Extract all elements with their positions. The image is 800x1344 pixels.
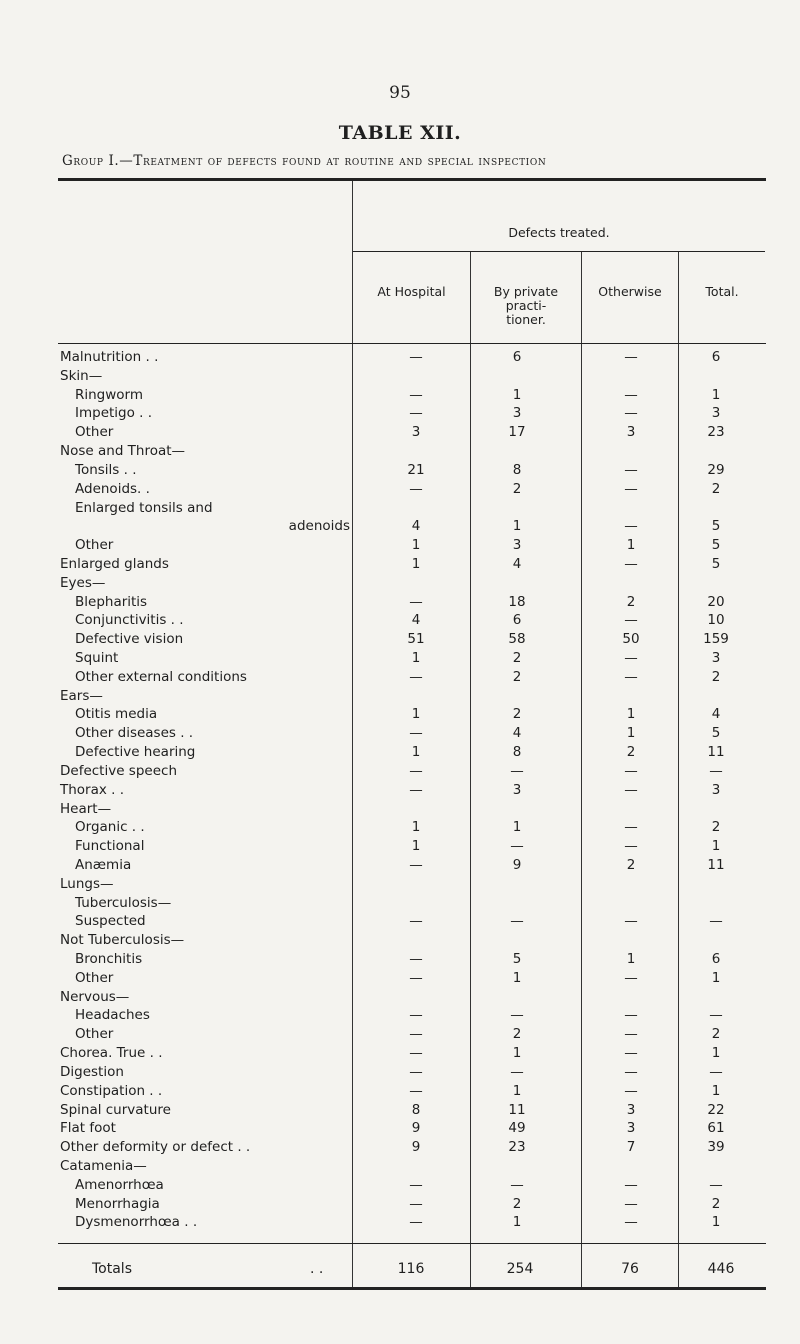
cell-private: 5 (512, 951, 522, 967)
cell-hospital: — (409, 781, 423, 798)
table-row (0, 1176, 800, 1195)
cell-total: 1 (711, 969, 721, 986)
row-label: Nervous— (60, 988, 130, 1005)
row-label: Bronchitis (75, 951, 143, 967)
table-title: TABLE XII. (338, 122, 462, 144)
cell-otherwise: — (624, 762, 638, 779)
cell-private: 17 (508, 424, 526, 441)
cell-private: 4 (512, 555, 522, 572)
header-bottom-rule (58, 343, 766, 344)
table-row (0, 1006, 800, 1025)
row-label: Chorea. True . . (60, 1045, 163, 1062)
row-label: Blepharitis (75, 593, 148, 610)
page-number: 95 (389, 83, 411, 103)
cell-private: 8 (512, 744, 522, 761)
cell-hospital: 3 (411, 424, 421, 441)
cell-otherwise: — (624, 1007, 638, 1024)
cell-total: 159 (703, 631, 729, 648)
cell-private: 1 (512, 1082, 522, 1099)
cell-otherwise: — (624, 1195, 638, 1212)
table-row (0, 1157, 800, 1176)
cell-hospital: 1 (411, 555, 421, 572)
cell-private: 49 (508, 1120, 526, 1137)
totals-total: 446 (707, 1261, 735, 1277)
cell-otherwise: — (624, 386, 638, 403)
cell-total: 4 (711, 706, 721, 723)
table-row (0, 912, 800, 931)
row-label: Lungs— (60, 875, 114, 892)
cell-total: — (709, 1176, 723, 1193)
cell-total: 10 (707, 612, 725, 629)
table-row (0, 762, 800, 781)
table-row (0, 461, 800, 480)
table-row (0, 1063, 800, 1082)
col-header-total-text: Total. (705, 284, 739, 299)
cell-total: — (709, 913, 723, 930)
table-row (0, 1138, 800, 1157)
cell-private: 2 (512, 650, 522, 666)
table-row (0, 894, 800, 913)
cell-otherwise: — (624, 461, 638, 478)
table-row (0, 950, 800, 969)
table-row (0, 630, 800, 649)
cell-hospital: 1 (411, 838, 421, 855)
cell-private: — (510, 1063, 524, 1080)
cell-total: 20 (707, 593, 725, 610)
cell-otherwise: — (624, 612, 638, 629)
cell-otherwise: — (624, 1045, 638, 1062)
cell-total: 61 (707, 1120, 725, 1137)
cell-total: 2 (711, 1026, 721, 1043)
cell-total: 5 (711, 725, 721, 742)
cell-private: 1 (512, 1214, 522, 1231)
cell-otherwise: 2 (626, 744, 636, 761)
header-group-rule (353, 251, 765, 252)
row-label: Other (75, 537, 114, 554)
table-row (0, 668, 800, 687)
cell-total: 2 (711, 819, 721, 836)
cell-private: 18 (508, 593, 526, 610)
row-label: Otitis media (75, 706, 158, 723)
row-label: Constipation . . (60, 1082, 163, 1099)
cell-hospital: — (409, 1082, 423, 1099)
cell-total: 1 (711, 838, 721, 855)
row-label: Ears— (60, 687, 103, 704)
cell-otherwise: — (624, 650, 638, 666)
cell-otherwise: 1 (626, 725, 636, 742)
cell-hospital: — (409, 856, 423, 873)
row-label: Malnutrition . . (60, 349, 159, 365)
table-row (0, 536, 800, 555)
row-label: Headaches (75, 1007, 150, 1024)
table-row (0, 348, 800, 367)
row-label: Other deformity or defect . . (60, 1139, 251, 1156)
row-label: Other diseases . . (75, 725, 194, 742)
row-label: Menorrhagia (75, 1195, 160, 1212)
table-row (0, 705, 800, 724)
cell-hospital: — (409, 386, 423, 403)
cell-private: 9 (512, 856, 522, 873)
top-rule (58, 178, 766, 181)
table-row (0, 1044, 800, 1063)
row-label: Dysmenorrhœa . . (75, 1214, 198, 1231)
cell-total: 11 (707, 856, 725, 873)
cell-hospital: — (409, 1045, 423, 1062)
cell-otherwise: — (624, 349, 638, 365)
cell-total: 6 (711, 951, 721, 967)
row-label: Enlarged glands (60, 555, 169, 572)
cell-total: — (709, 1007, 723, 1024)
cell-hospital: 4 (411, 612, 421, 629)
table-row (0, 800, 800, 819)
row-label: Squint (75, 650, 119, 666)
cell-hospital: — (409, 913, 423, 930)
cell-total: 39 (707, 1139, 725, 1156)
cell-private: 1 (512, 518, 522, 535)
cell-otherwise: — (624, 969, 638, 986)
row-label: Impetigo . . (75, 405, 153, 422)
table-row (0, 687, 800, 706)
row-label: Anæmia (75, 856, 132, 873)
cell-hospital: — (409, 951, 423, 967)
cell-hospital: — (409, 1063, 423, 1080)
cell-total: 29 (707, 461, 725, 478)
table-row (0, 367, 800, 386)
cell-total: — (709, 1063, 723, 1080)
row-label: Defective speech (60, 762, 178, 779)
totals-otherwise: 76 (621, 1261, 639, 1277)
table-row (0, 724, 800, 743)
row-label: Digestion (60, 1063, 124, 1080)
cell-otherwise: 2 (626, 593, 636, 610)
row-label: Skin— (60, 367, 103, 384)
row-label: Conjunctivitis . . (75, 612, 184, 629)
cell-otherwise: — (624, 838, 638, 855)
table-row (0, 988, 800, 1007)
cell-total: 5 (711, 555, 721, 572)
cell-otherwise: 1 (626, 951, 636, 967)
defects-treated-header: Defects treated. (508, 225, 610, 240)
cell-private: 1 (512, 819, 522, 836)
cell-private: 58 (508, 631, 526, 648)
cell-total: 1 (711, 1214, 721, 1231)
row-label: Other (75, 424, 114, 441)
table-row (0, 442, 800, 461)
totals-top-rule (58, 1243, 766, 1244)
table-row (0, 593, 800, 612)
row-label: adenoids (288, 518, 350, 535)
cell-private: 6 (512, 612, 522, 629)
cell-private: — (510, 838, 524, 855)
cell-private: 23 (508, 1139, 526, 1156)
row-label: Defective hearing (75, 744, 196, 761)
col-header-otherwise-text: Otherwise (598, 284, 662, 299)
table-row (0, 1082, 800, 1101)
row-label: Other (75, 969, 114, 986)
row-label: Thorax . . (60, 781, 125, 798)
totals-label: Totals (92, 1261, 132, 1277)
cell-hospital: — (409, 762, 423, 779)
cell-otherwise: 3 (626, 1120, 636, 1137)
cell-total: 23 (707, 424, 725, 441)
cell-total: 2 (711, 1195, 721, 1212)
col-header-otherwise (582, 285, 678, 299)
cell-hospital: 1 (411, 744, 421, 761)
row-label: Suspected (75, 913, 146, 930)
cell-private: 1 (512, 386, 522, 403)
table-row (0, 1119, 800, 1138)
cell-hospital: — (409, 1214, 423, 1231)
cell-hospital: — (409, 969, 423, 986)
cell-hospital: 51 (407, 631, 425, 648)
table-row (0, 574, 800, 593)
row-label: Functional (75, 838, 145, 855)
cell-otherwise: — (624, 480, 638, 497)
cell-private: 2 (512, 1026, 522, 1043)
cell-hospital: 8 (411, 1101, 421, 1118)
cell-total: — (709, 762, 723, 779)
table-row (0, 404, 800, 423)
cell-hospital: 1 (411, 819, 421, 836)
cell-private: 2 (512, 1195, 522, 1212)
row-label: Enlarged tonsils and (75, 499, 213, 516)
cell-hospital: — (409, 349, 423, 365)
cell-hospital: — (409, 1007, 423, 1024)
cell-hospital: — (409, 1026, 423, 1043)
row-label: Adenoids. . (75, 480, 150, 497)
cell-total: 5 (711, 537, 721, 554)
cell-private: 1 (512, 1045, 522, 1062)
table-row (0, 423, 800, 442)
cell-private: 2 (512, 668, 522, 685)
cell-hospital: — (409, 1195, 423, 1212)
cell-otherwise: — (624, 1082, 638, 1099)
cell-otherwise: — (624, 1026, 638, 1043)
cell-otherwise: 1 (626, 706, 636, 723)
cell-total: 2 (711, 480, 721, 497)
cell-total: 11 (707, 744, 725, 761)
cell-private: 2 (512, 706, 522, 723)
cell-total: 2 (711, 668, 721, 685)
table-row (0, 555, 800, 574)
cell-otherwise: — (624, 819, 638, 836)
table-row (0, 1025, 800, 1044)
table-row (0, 1195, 800, 1214)
row-label: Catamenia— (60, 1157, 147, 1174)
col-header-total (679, 285, 765, 299)
cell-total: 1 (711, 386, 721, 403)
cell-hospital: 1 (411, 650, 421, 666)
cell-private: 1 (512, 969, 522, 986)
row-label: Other external conditions (75, 668, 247, 685)
cell-hospital: 1 (411, 706, 421, 723)
table-row (0, 931, 800, 950)
cell-hospital: 9 (411, 1120, 421, 1137)
table-row (0, 649, 800, 668)
row-label: Organic . . (75, 819, 145, 836)
cell-total: 1 (711, 1045, 721, 1062)
cell-hospital: 9 (411, 1139, 421, 1156)
table-row (0, 1101, 800, 1120)
row-label: Eyes— (60, 574, 106, 591)
cell-total: 22 (707, 1101, 725, 1118)
table-row (0, 837, 800, 856)
row-label: Not Tuberculosis— (60, 932, 185, 949)
cell-otherwise: 7 (626, 1139, 636, 1156)
cell-otherwise: — (624, 913, 638, 930)
row-label: Heart— (60, 800, 112, 817)
cell-private: 2 (512, 480, 522, 497)
cell-otherwise: 1 (626, 537, 636, 554)
table-row (0, 1213, 800, 1232)
cell-otherwise: — (624, 405, 638, 422)
table-row (0, 969, 800, 988)
totals-leader-dots: . . (310, 1261, 324, 1277)
cell-hospital: — (409, 480, 423, 497)
col-header-private-text: By private practi- tioner. (493, 284, 559, 327)
table-row (0, 386, 800, 405)
cell-private: — (510, 1176, 524, 1193)
col-header-private (486, 285, 566, 327)
table-row (0, 818, 800, 837)
cell-otherwise: 3 (626, 424, 636, 441)
cell-total: 3 (711, 781, 721, 798)
cell-otherwise: 2 (626, 856, 636, 873)
cell-otherwise: 50 (622, 631, 640, 648)
cell-hospital: — (409, 405, 423, 422)
cell-otherwise: — (624, 1176, 638, 1193)
table-row (0, 875, 800, 894)
cell-otherwise: — (624, 1063, 638, 1080)
cell-private: 11 (508, 1101, 526, 1118)
bottom-rule (58, 1287, 766, 1290)
cell-hospital: — (409, 725, 423, 742)
row-label: Nose and Throat— (60, 443, 186, 460)
cell-total: 6 (711, 349, 721, 365)
cell-total: 3 (711, 405, 721, 422)
row-label: Defective vision (75, 631, 184, 648)
cell-hospital: — (409, 668, 423, 685)
table-body (0, 348, 800, 1232)
cell-otherwise: 3 (626, 1101, 636, 1118)
cell-hospital: — (409, 1176, 423, 1193)
col-header-hospital-text: At Hospital (377, 284, 446, 299)
cell-hospital: 1 (411, 537, 421, 554)
table-row (0, 499, 800, 518)
cell-private: 4 (512, 725, 522, 742)
cell-total: 1 (711, 1082, 721, 1099)
cell-private: 3 (512, 537, 522, 554)
row-label: Ringworm (75, 386, 144, 403)
row-label: Other (75, 1026, 114, 1043)
col-header-hospital (353, 285, 470, 299)
cell-otherwise: — (624, 781, 638, 798)
cell-private: 6 (512, 349, 522, 365)
row-label: Tonsils . . (75, 461, 137, 478)
cell-otherwise: — (624, 668, 638, 685)
cell-private: 3 (512, 781, 522, 798)
cell-total: 3 (711, 650, 721, 666)
totals-private: 254 (506, 1261, 534, 1277)
totals-row (0, 1261, 800, 1281)
cell-otherwise: — (624, 1214, 638, 1231)
table-row (0, 781, 800, 800)
table-subtitle: Group I.—Treatment of defects found at routine and special inspection (62, 153, 547, 169)
cell-private: 3 (512, 405, 522, 422)
table-row (0, 743, 800, 762)
table-row (0, 856, 800, 875)
cell-private: 8 (512, 461, 522, 478)
row-label: Amenorrhœa (75, 1176, 164, 1193)
cell-hospital: — (409, 593, 423, 610)
table-row (0, 611, 800, 630)
row-label: Tuberculosis— (75, 894, 172, 911)
cell-otherwise: — (624, 555, 638, 572)
cell-total: 5 (711, 518, 721, 535)
cell-hospital: 4 (411, 518, 421, 535)
cell-hospital: 21 (407, 461, 425, 478)
table-row (0, 480, 800, 499)
row-label: Spinal curvature (60, 1101, 171, 1118)
table-row (0, 517, 800, 536)
totals-hospital: 116 (397, 1261, 425, 1277)
cell-private: — (510, 913, 524, 930)
cell-private: — (510, 762, 524, 779)
cell-otherwise: — (624, 518, 638, 535)
cell-private: — (510, 1007, 524, 1024)
row-label: Flat foot (60, 1120, 116, 1137)
